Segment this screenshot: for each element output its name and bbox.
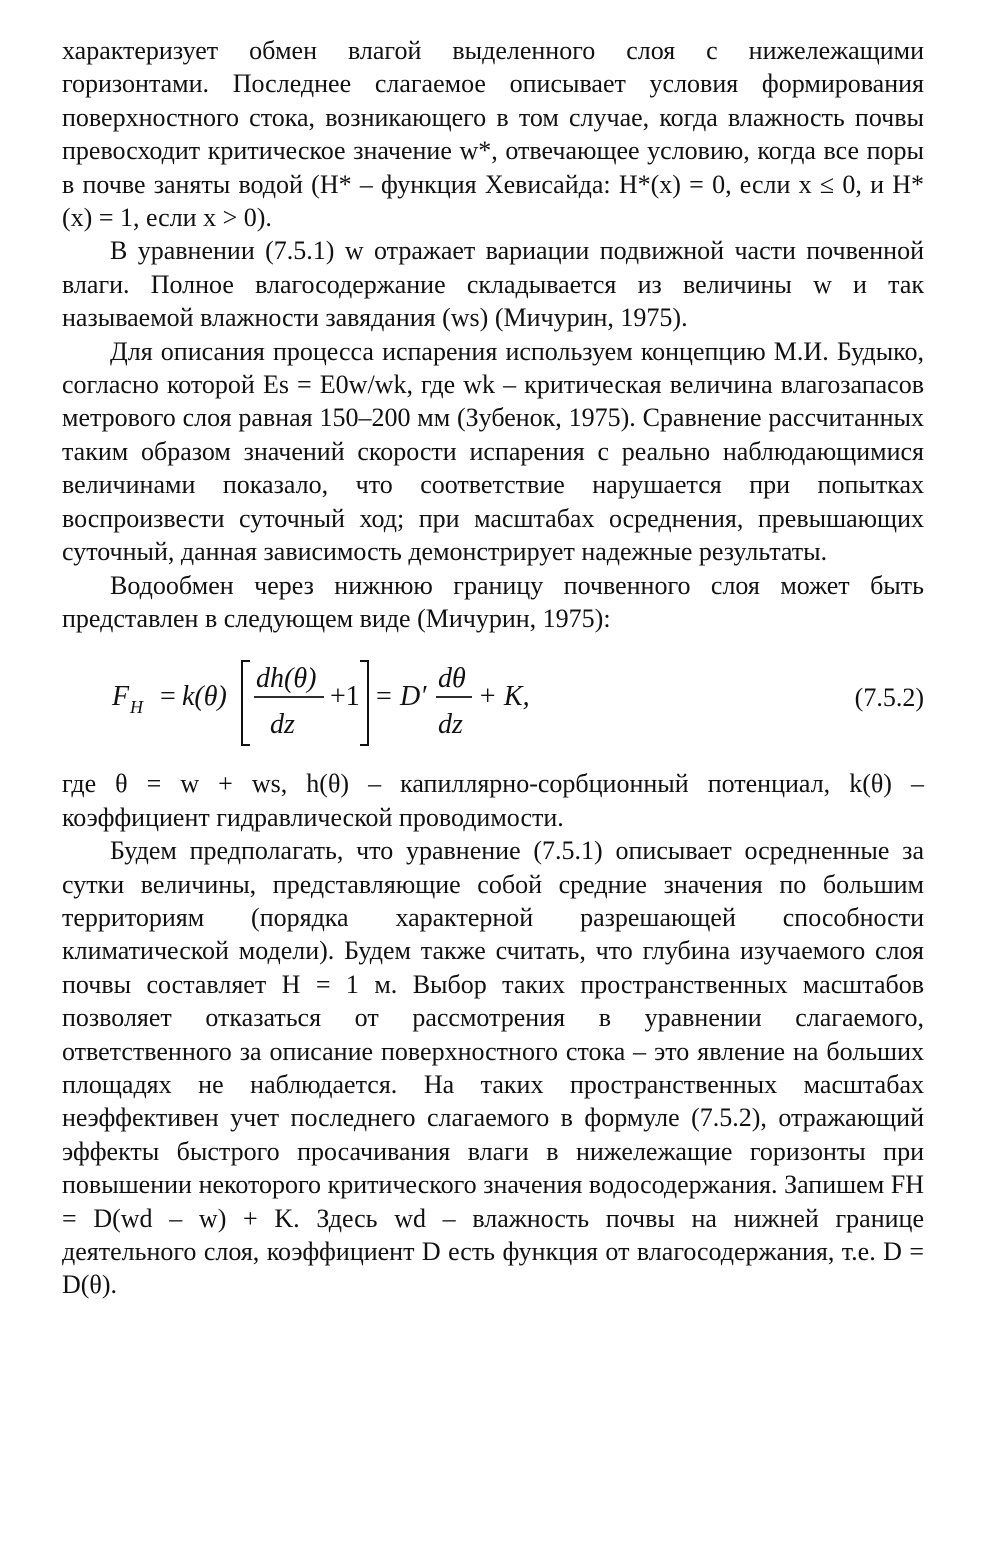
- equation-7-5-2: [62, 647, 924, 751]
- eq-frac2-num: dθ: [438, 663, 466, 695]
- eq-k-theta: k(θ): [182, 681, 227, 713]
- paragraph-4: Водообмен через нижнюю границу почвенного слоя может быть представлен в следующем виде (Мичурин, 1975):: [62, 570, 924, 633]
- paragraph-6: Будем предполагать, что уравнение (7.5.1) описывает осредненные за сутки величины, представляющие собой средние значения по большим территориям (порядка характерной разрешающей способности климатической модели). Будем также считать, что глубина изучаемого слоя почвы составляет H = 1 м. Выбор таких пространственных масштабов позволяет отказаться от рассмотрения в уравнении слагаемого, ответственного за описание поверхностного стока – это явление на больших площадях не наблюдается. На таких пространственных масштабах неэффективен учет последнего слагаемого в формуле (7.5.2), отражающий эффекты быстрого просачивания влаги в нижележащие горизонты при повышении некоторого критического значения водосодержания. Запишем FH = D(wd – w) + K. Здесь wd – влажность почвы на нижней границе деятельного слоя, коэффициент D есть функция от влагосодержания, т.е. D = D(θ).: [62, 836, 924, 1300]
- equation-formula: [102, 647, 622, 751]
- eq-equals-2: =: [376, 681, 392, 713]
- eq-tail: + K,: [478, 681, 530, 713]
- paragraph-2: В уравнении (7.5.1) w отражает вариации подвижной части почвенной влаги. Полное влагосодержание складывается из величины w и так называемой влажности завядания (ws) (Мичурин, 1975).: [62, 236, 924, 333]
- eq-frac1-den: dz: [270, 709, 295, 741]
- eq-frac1-num: dh(θ): [256, 663, 317, 695]
- eq-d-prime: D′: [400, 681, 427, 713]
- eq-plus-one: +1: [330, 681, 360, 713]
- eq-right-bracket: [360, 661, 368, 745]
- equation-number: (7.5.2): [854, 683, 924, 713]
- eq-left-bracket: [242, 661, 250, 745]
- paragraph-3: Для описания процесса испарения используем концепцию М.И. Будыко, согласно которой Es = E0w/wk, где wk – критическая величина влагозапасов метрового слоя равная 150–200 мм (Зубенок, 1975). Сравнение рассчитанных таким образом значений скорости испарения с реально наблюдающимися величинами показало, что соответствие нарушается при попытках воспроизвести суточный ход; при масштабах осреднения, превышающих суточный, данная зависимость демонстрирует надежные результаты.: [62, 336, 924, 567]
- paragraph-5: где θ = w + ws, h(θ) – капиллярно-сорбционный потенциал, k(θ) – коэффициент гидравлической проводимости.: [62, 769, 924, 832]
- paragraph-1: характеризует обмен влагой выделенного слоя с нижележащими горизонтами. Последнее слагаемое описывает условия формирования поверхностного стока, возникающего в том случае, когда влажность почвы превосходит критическое значение w*, отвечающее условию, когда все поры в почве заняты водой (H* – функция Хевисайда: H*(x) = 0, если x ≤ 0, и H*(x) = 1, если x > 0).: [62, 36, 924, 233]
- eq-lhs-sub: H: [130, 697, 143, 718]
- eq-frac2-den: dz: [438, 709, 463, 741]
- eq-lhs: F: [112, 681, 130, 713]
- eq-equals-1: =: [160, 681, 176, 713]
